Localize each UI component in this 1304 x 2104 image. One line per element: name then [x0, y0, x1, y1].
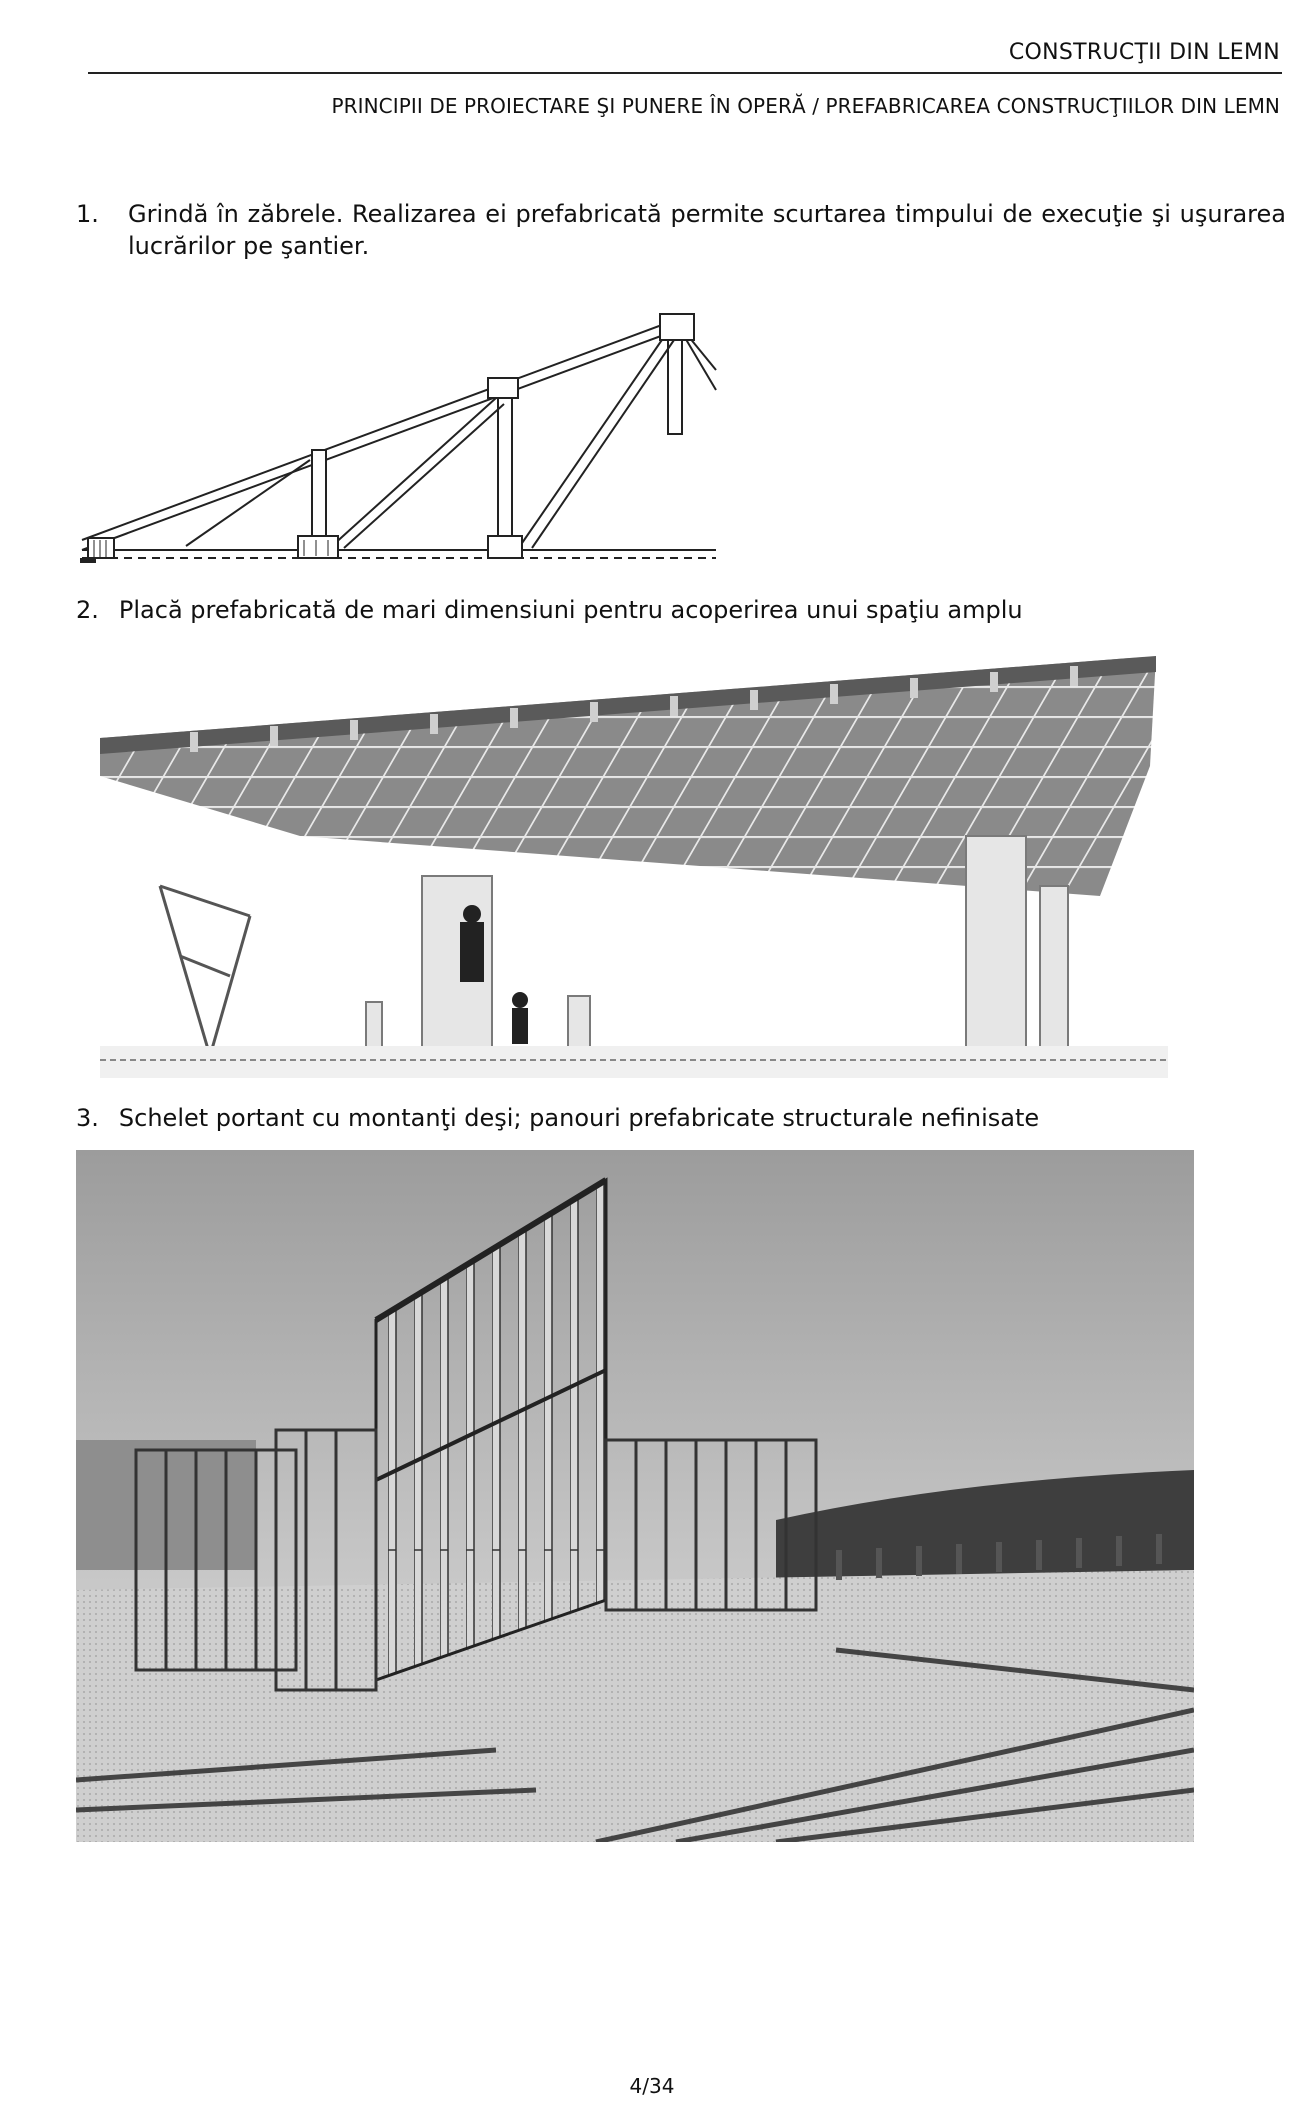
- item-1: [76, 198, 1286, 262]
- item-2: [76, 594, 1023, 626]
- header-rule: [88, 72, 1282, 74]
- item-1-number: 1.: [76, 200, 99, 228]
- truss-drawing: [76, 300, 736, 590]
- item-2-number: 2.: [76, 596, 99, 624]
- running-header-title: CONSTRUCŢII DIN LEMN: [1008, 40, 1280, 65]
- page-number: 4/34: [629, 2074, 675, 2098]
- roof-plate-photo: [100, 656, 1168, 1078]
- item-3-caption: Schelet portant cu montanţi deşi; panouri prefabricate structurale nefinisate: [118, 1104, 1040, 1132]
- item-1-caption: Grindă în zăbrele. Realizarea ei prefabricată permite scurtarea timpului de execuţie şi uşurarea lucrărilor pe şantier.: [128, 200, 1286, 260]
- timber-frame-photo: [76, 1150, 1194, 1842]
- running-header-subtitle: PRINCIPII DE PROIECTARE ŞI PUNERE ÎN OPERĂ / PREFABRICAREA CONSTRUCŢIILOR DIN LEMN: [331, 94, 1280, 118]
- item-3-number: 3.: [76, 1104, 99, 1132]
- item-3: [76, 1102, 1039, 1134]
- item-2-caption: Placă prefabricată de mari dimensiuni pentru acoperirea unui spaţiu amplu: [118, 596, 1023, 624]
